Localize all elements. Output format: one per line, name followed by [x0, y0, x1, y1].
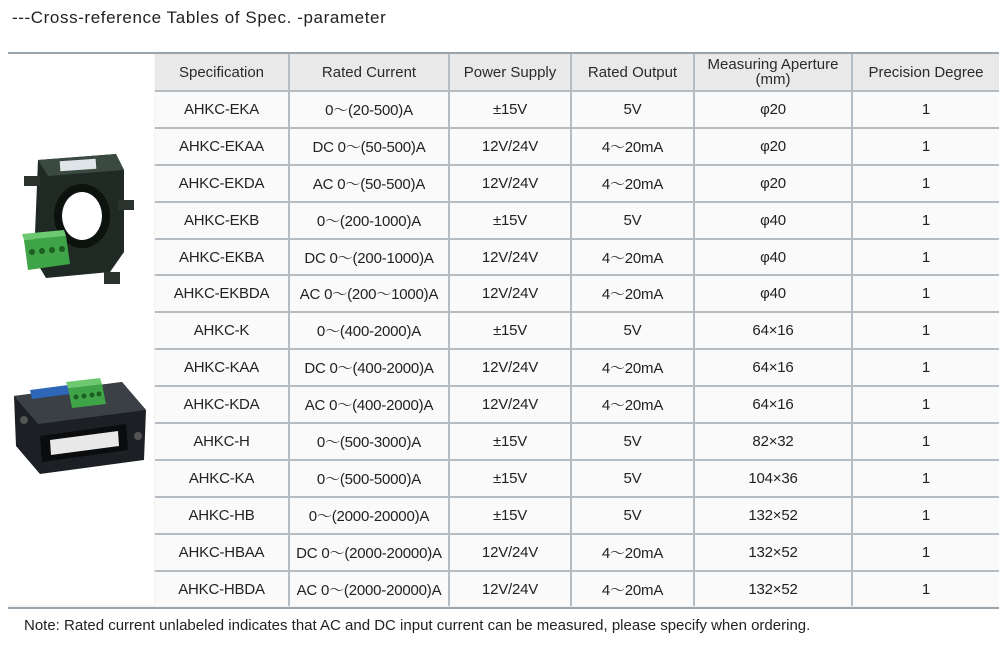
spec-table — [155, 54, 999, 606]
cell-aperture: φ40 — [694, 239, 852, 276]
cell-aperture: φ20 — [694, 91, 852, 128]
cell-output: 5V — [571, 423, 694, 460]
cell-precision: 1 — [852, 349, 999, 386]
cell-output: 5V — [571, 202, 694, 239]
cell-spec: AHKC-KDA — [155, 386, 289, 423]
cell-output: 4～20mA — [571, 165, 694, 202]
cell-output: 5V — [571, 91, 694, 128]
cell-supply: 12V/24V — [449, 571, 571, 607]
cell-supply: 12V/24V — [449, 386, 571, 423]
cell-supply: ±15V — [449, 423, 571, 460]
cell-aperture: φ20 — [694, 128, 852, 165]
header-measuring-aperture-line2: (mm) — [755, 71, 791, 88]
cell-aperture: φ40 — [694, 202, 852, 239]
cell-current: 0～(400-2000)A — [289, 312, 449, 349]
cell-spec: AHKC-EKA — [155, 91, 289, 128]
cell-precision: 1 — [852, 202, 999, 239]
header-rated-output: Rated Output — [571, 54, 694, 91]
table-row — [155, 239, 999, 276]
cell-current: 0～(20-500)A — [289, 91, 449, 128]
cell-aperture: 64×16 — [694, 349, 852, 386]
cell-current: 0～(2000-20000)A — [289, 497, 449, 534]
cell-current: AC 0～(50-500)A — [289, 165, 449, 202]
cell-precision: 1 — [852, 497, 999, 534]
cell-aperture: 64×16 — [694, 312, 852, 349]
cell-output: 4～20mA — [571, 349, 694, 386]
cell-aperture: φ40 — [694, 275, 852, 312]
rectangular-core-current-sensor-image — [10, 370, 150, 480]
cell-output: 4～20mA — [571, 571, 694, 607]
cell-spec: AHKC-EKAA — [155, 128, 289, 165]
cell-precision: 1 — [852, 239, 999, 276]
cell-supply: ±15V — [449, 202, 571, 239]
table-row — [155, 497, 999, 534]
cell-spec: AHKC-K — [155, 312, 289, 349]
cell-current: AC 0～(2000-20000)A — [289, 571, 449, 607]
cell-current: DC 0～(400-2000)A — [289, 349, 449, 386]
cell-output: 5V — [571, 460, 694, 497]
cell-output: 5V — [571, 312, 694, 349]
cell-supply: ±15V — [449, 312, 571, 349]
cell-supply: 12V/24V — [449, 165, 571, 202]
header-specification: Specification — [155, 54, 289, 91]
cell-spec: AHKC-EKB — [155, 202, 289, 239]
header-measuring-aperture — [694, 54, 852, 91]
header-power-supply: Power Supply — [449, 54, 571, 91]
cell-supply: ±15V — [449, 460, 571, 497]
cell-precision: 1 — [852, 128, 999, 165]
cell-aperture: 82×32 — [694, 423, 852, 460]
cell-spec: AHKC-EKBDA — [155, 275, 289, 312]
cell-current: 0～(200-1000)A — [289, 202, 449, 239]
cell-aperture: 104×36 — [694, 460, 852, 497]
cell-output: 4～20mA — [571, 534, 694, 571]
cell-output: 4～20mA — [571, 386, 694, 423]
cell-aperture: 64×16 — [694, 386, 852, 423]
cell-precision: 1 — [852, 165, 999, 202]
cell-precision: 1 — [852, 423, 999, 460]
cell-supply: 12V/24V — [449, 128, 571, 165]
cell-current: DC 0～(2000-20000)A — [289, 534, 449, 571]
cell-spec: AHKC-HBDA — [155, 571, 289, 607]
cell-spec: AHKC-EKDA — [155, 165, 289, 202]
cell-precision: 1 — [852, 571, 999, 607]
cell-current: AC 0～(200～1000)A — [289, 275, 449, 312]
cell-supply: 12V/24V — [449, 534, 571, 571]
table-row — [155, 165, 999, 202]
cell-precision: 1 — [852, 534, 999, 571]
ordering-note: Note: Rated current unlabeled indicates that AC and DC input current can be measured, please specify when ordering. — [24, 617, 811, 634]
cell-supply: 12V/24V — [449, 349, 571, 386]
table-row — [155, 349, 999, 386]
cell-spec: AHKC-KAA — [155, 349, 289, 386]
cell-output: 5V — [571, 497, 694, 534]
cell-current: DC 0～(50-500)A — [289, 128, 449, 165]
cell-spec: AHKC-EKBA — [155, 239, 289, 276]
cell-output: 4～20mA — [571, 275, 694, 312]
cell-precision: 1 — [852, 312, 999, 349]
header-measuring-aperture-line1: Measuring Aperture — [707, 56, 839, 73]
table-row — [155, 386, 999, 423]
table-row — [155, 571, 999, 607]
cell-supply: ±15V — [449, 497, 571, 534]
table-row — [155, 423, 999, 460]
cell-precision: 1 — [852, 460, 999, 497]
table-row — [155, 91, 999, 128]
round-core-current-sensor-image — [20, 140, 140, 305]
cell-current: 0～(500-3000)A — [289, 423, 449, 460]
cell-supply: ±15V — [449, 91, 571, 128]
product-image-column — [8, 54, 154, 605]
page-title: ---Cross-reference Tables of Spec. -parameter — [12, 8, 387, 27]
cell-supply: 12V/24V — [449, 275, 571, 312]
cell-output: 4～20mA — [571, 128, 694, 165]
table-row — [155, 275, 999, 312]
table-row — [155, 128, 999, 165]
cell-precision: 1 — [852, 386, 999, 423]
cell-aperture: 132×52 — [694, 534, 852, 571]
cell-current: AC 0～(400-2000)A — [289, 386, 449, 423]
cell-spec: AHKC-HB — [155, 497, 289, 534]
table-row — [155, 460, 999, 497]
cell-output: 4～20mA — [571, 239, 694, 276]
cell-aperture: 132×52 — [694, 497, 852, 534]
cell-current: DC 0～(200-1000)A — [289, 239, 449, 276]
header-row — [155, 54, 999, 91]
cell-spec: AHKC-HBAA — [155, 534, 289, 571]
cell-aperture: φ20 — [694, 165, 852, 202]
cell-current: 0～(500-5000)A — [289, 460, 449, 497]
header-precision-degree: Precision Degree — [852, 54, 999, 91]
header-rated-current: Rated Current — [289, 54, 449, 91]
table-row — [155, 312, 999, 349]
cell-precision: 1 — [852, 275, 999, 312]
cell-precision: 1 — [852, 91, 999, 128]
cell-supply: 12V/24V — [449, 239, 571, 276]
table-row — [155, 534, 999, 571]
cell-spec: AHKC-KA — [155, 460, 289, 497]
table-row — [155, 202, 999, 239]
cell-aperture: 132×52 — [694, 571, 852, 607]
cell-spec: AHKC-H — [155, 423, 289, 460]
